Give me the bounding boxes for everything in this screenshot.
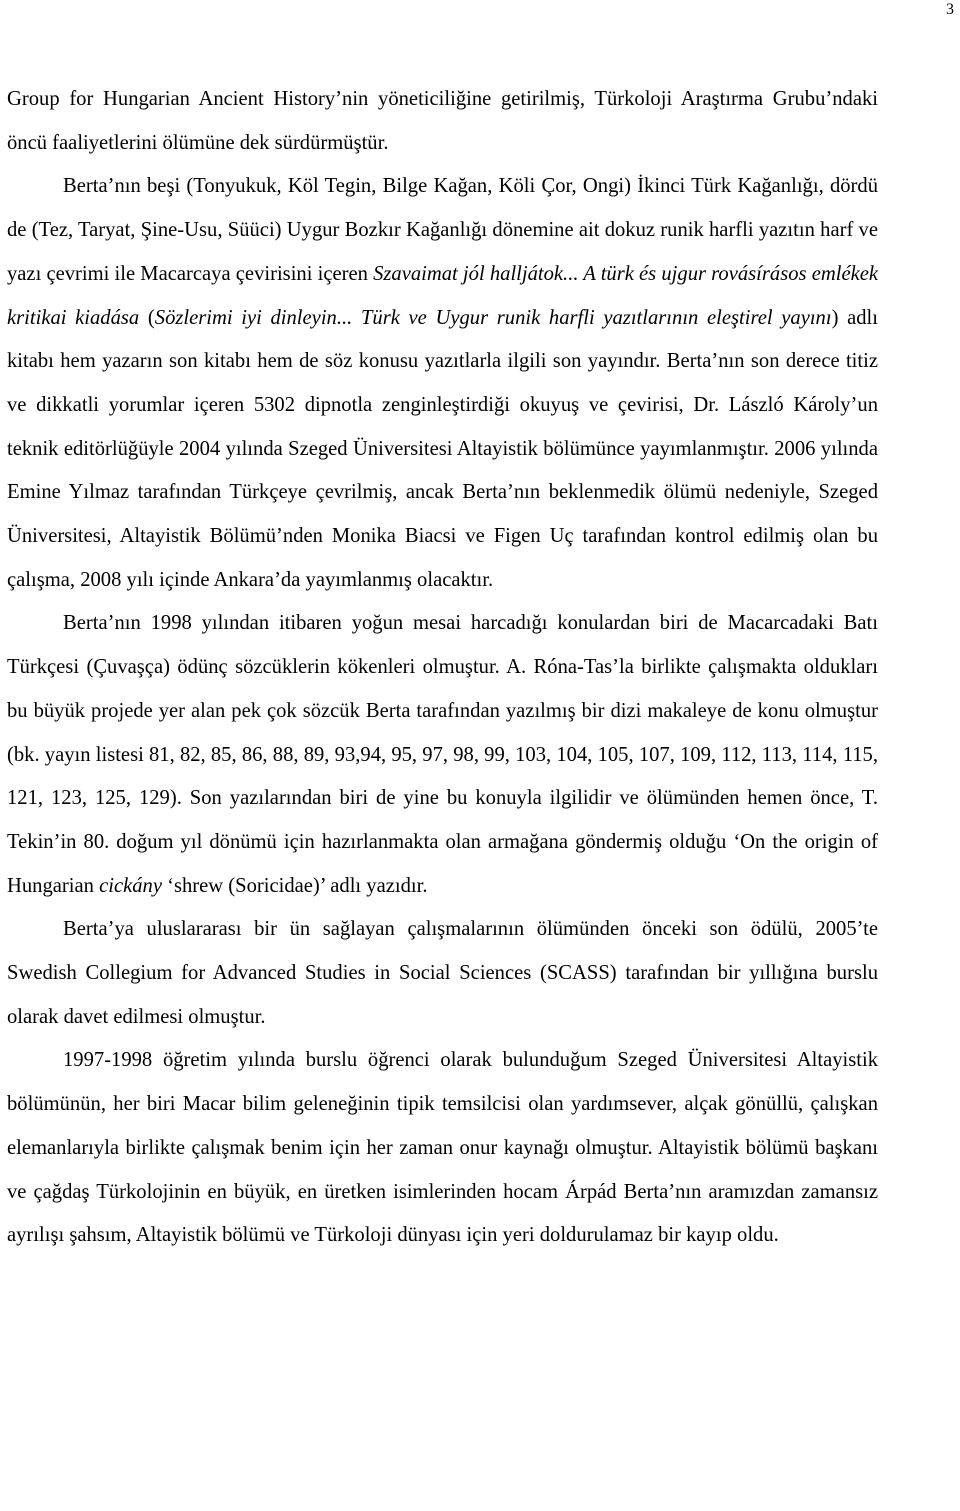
paragraph-text: ) adlı kitabı hem yazarın son kitabı hem de söz konusu yazıtlarla ilgili son yayındır. Berta’nın son derece titiz ve dikkatli yorumlar içeren 5302 dipnotla zenginleştirdiği okuyuş ve çevirisi, Dr. László Károly’un teknik editörlüğüyle 2004 yılında Szeged Üniversitesi Altayistik bölümünce yayımlanmıştır. 2006 yılında Emine Yılmaz tarafından Türkçeye çevrilmiş, ancak Berta’nın beklenmedik ölümü nedeniyle, Szeged Üniversitesi, Altayistik Bölümü’nden Monika Biacsi ve Figen Uç tarafından kontrol edilmiş olan bu çalışma, 2008 yılı içinde Ankara’da yayımlanmış olacaktır.	[7, 306, 878, 591]
paragraph-text: Berta’nın 1998 yılından itibaren yoğun mesai harcadığı konulardan biri de Macarcadaki Batı Türkçesi (Çuvaşça) ödünç sözcüklerin kökenleri olmuştur. A. Róna-Tas’la birlikte çalışmakta oldukları bu büyük projede yer alan pek çok sözcük Berta tarafından yazılmış bir dizi makaleye de konu olmuştur (bk. yayın listesi 81, 82, 85, 86, 88, 89, 93,94, 95, 97, 98, 99, 103, 104, 105, 107, 109, 112, 113, 114, 115, 121, 123, 125, 129). Son yazılarından biri de yine bu konuyla ilgilidir ve ölümünden hemen önce, T. Tekin’in 80. doğum yıl dönümü için hazırlanmakta olan armağana göndermiş olduğu ‘On the origin of Hungarian	[7, 612, 878, 897]
italic-text: Sözlerimi iyi dinleyin... Türk ve Uygur runik harfli yazıtlarının eleştirel yayını	[154, 306, 832, 329]
paragraph-p3	[7, 602, 878, 908]
italic-text: cickány	[99, 874, 162, 897]
paragraph-p1	[7, 78, 878, 165]
paragraph-text: (	[139, 306, 155, 329]
paragraph-p4	[7, 908, 878, 1039]
page-number: 3	[946, 1, 954, 18]
paragraph-text: Group for Hungarian Ancient History’nin yöneticiliğine getirilmiş, Türkoloji Araştırma Grubu’ndaki öncü faaliyetlerini ölümüne dek sürdürmüştür.	[7, 88, 878, 154]
paragraph-text: Berta’ya uluslararası bir ün sağlayan çalışmalarının ölümünden önceki son ödülü, 2005’te Swedish Collegium for Advanced Studies in Social Sciences (SCASS) tarafından bir yıllığına burslu olarak davet edilmesi olmuştur.	[7, 918, 878, 1028]
paragraph-text: ‘shrew (Soricidae)’ adlı yazıdır.	[161, 874, 428, 897]
paragraph-text: 1997-1998 öğretim yılında burslu öğrenci olarak bulunduğum Szeged Üniversitesi Altayistik bölümünün, her biri Macar bilim geleneğinin tipik temsilcisi olan yardımsever, alçak gönüllü, çalışkan elemanlarıyla birlikte çalışmak benim için her zaman onur kaynağı olmuştur. Altayistik bölümü başkanı ve çağdaş Türkolojinin en büyük, en üretken isimlerinden hocam Árpád Berta’nın aramızdan zamansız ayrılışı şahsım, Altayistik bölümü ve Türkoloji dünyası için yeri doldurulamaz bir kayıp oldu.	[7, 1049, 878, 1247]
paragraph-p2	[7, 165, 878, 602]
paragraph-p5	[7, 1039, 878, 1258]
document-body	[7, 78, 878, 1258]
paragraph-text: Berta’nın beşi (Tonyukuk, Köl Tegin, Bilge Kağan, Köli Çor, Ongi) İkinci Türk Kağanlığı, dördü de (Tez, Taryat, Şine-Usu, Süüci) Uygur Bozkır Kağanlığı dönemine ait dokuz runik harfli yazıtın harf ve yazı çevrimi ile Macarcaya çevirisini içeren	[7, 175, 878, 285]
italic-text: Szavaimat jól halljátok... A türk és ujgur rovásírásos emlékek kritikai kiadása	[7, 262, 879, 329]
